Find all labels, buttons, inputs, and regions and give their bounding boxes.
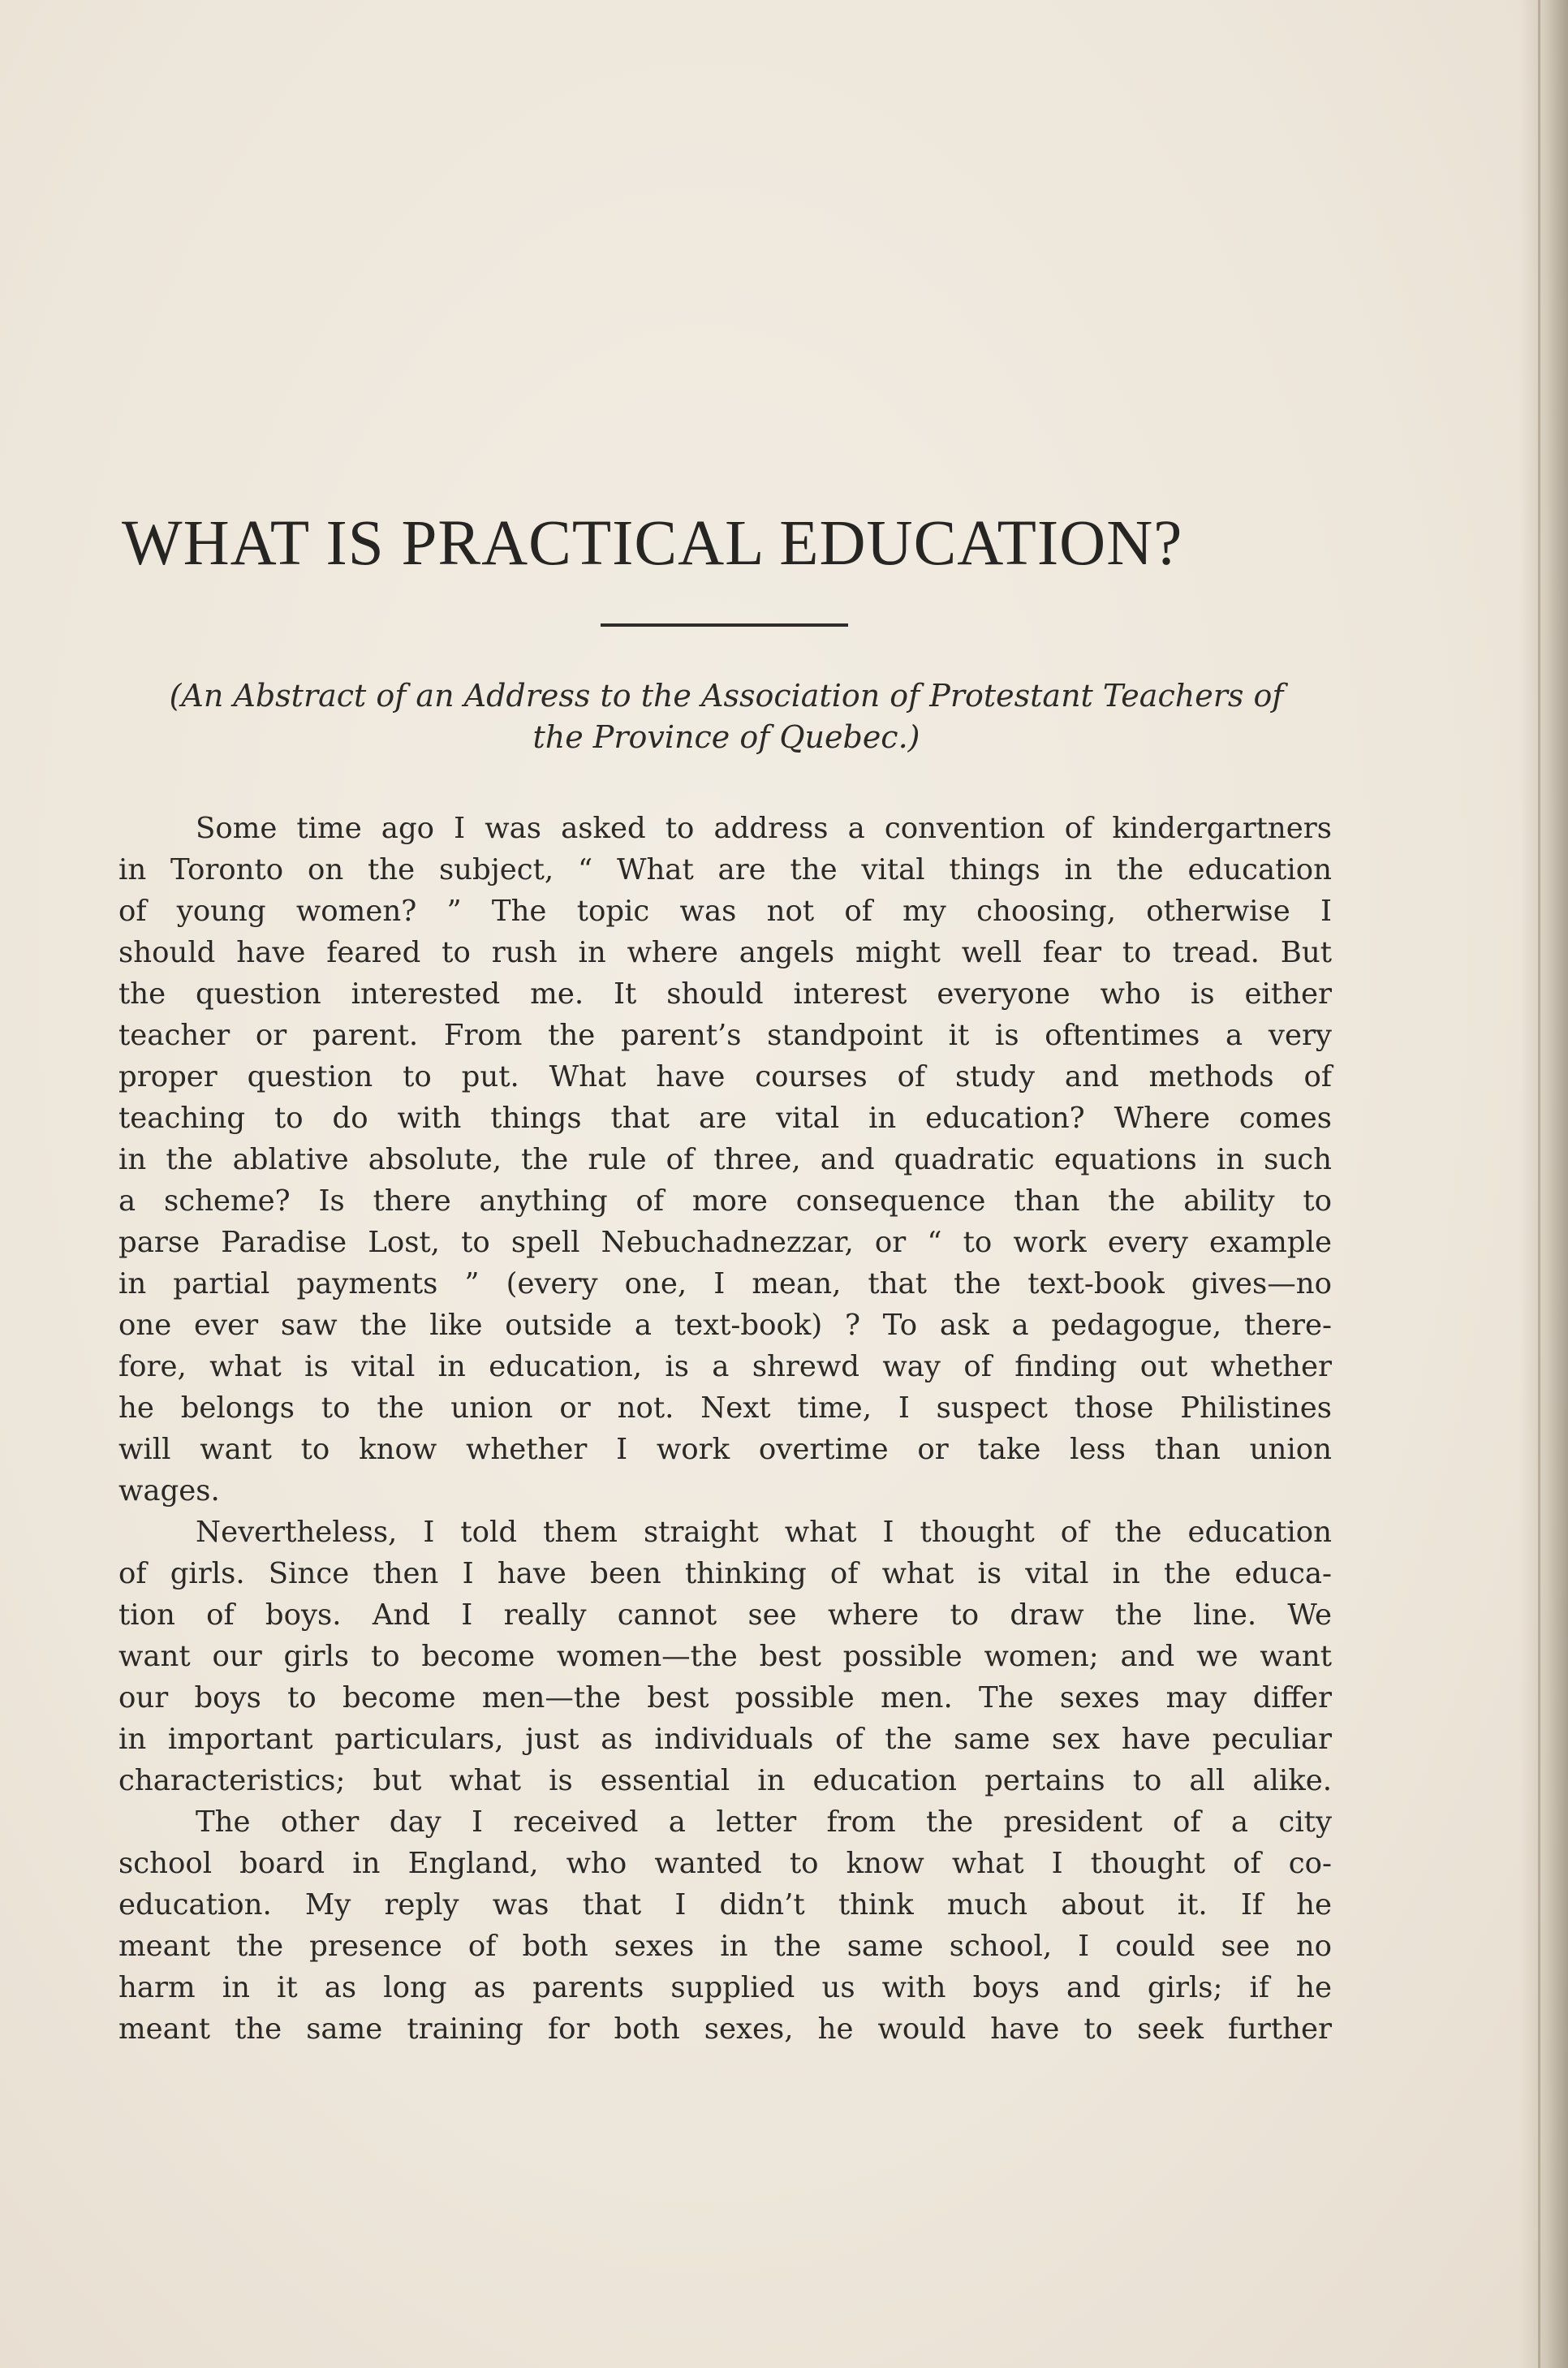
- text-line: teaching to do with things that are vital in education? Where comes: [118, 1102, 1332, 1135]
- paragraph: [118, 1512, 1332, 1801]
- text-line: school board in England, who wanted to know what I thought of co-: [118, 1847, 1332, 1880]
- text-line: meant the same training for both sexes, he would have to seek further: [118, 2012, 1332, 2046]
- text-line: the question interested me. It should interest everyone who is either: [118, 977, 1332, 1011]
- text-line: teacher or parent. From the parent’s standpoint it is oftentimes a very: [118, 1019, 1332, 1052]
- text-line: want our girls to become women—the best possible women; and we want: [118, 1640, 1332, 1673]
- text-line: fore, what is vital in education, is a shrewd way of finding out whether: [118, 1350, 1332, 1383]
- text-line: tion of boys. And I really cannot see where to draw the line. We: [118, 1598, 1332, 1632]
- text-line: Nevertheless, I told them straight what I thought of the education: [196, 1516, 1332, 1549]
- text-line: harm in it as long as parents supplied us with boys and girls; if he: [118, 1971, 1332, 2004]
- text-line: education. My reply was that I didn’t think much about it. If he: [118, 1888, 1332, 1922]
- text-line: he belongs to the union or not. Next time, I suspect those Philistines: [118, 1391, 1332, 1425]
- text-line: wages.: [118, 1474, 220, 1507]
- subtitle-line: (An Abstract of an Address to the Association of Protestant Teachers of: [169, 678, 1284, 714]
- page-edge-shadow: [1519, 0, 1568, 2368]
- subtitle-line: the Province of Quebec.): [532, 719, 920, 755]
- text-line: in Toronto on the subject, “ What are the vital things in the education: [118, 853, 1332, 886]
- text-line: of young women? ” The topic was not of my choosing, otherwise I: [118, 895, 1332, 928]
- title-rule: [601, 623, 848, 627]
- text-line: should have feared to rush in where angels might well fear to tread. But: [118, 936, 1332, 969]
- text-line: parse Paradise Lost, to spell Nebuchadnezzar, or “ to work every example: [118, 1226, 1332, 1259]
- text-line: will want to know whether I work overtime or take less than union: [118, 1433, 1332, 1466]
- paragraph: [118, 1801, 1332, 2050]
- text-line: in important particulars, just as individuals of the same sex have peculiar: [118, 1723, 1332, 1756]
- text-line: a scheme? Is there anything of more consequence than the ability to: [118, 1184, 1332, 1218]
- text-line: of girls. Since then I have been thinking of what is vital in the educa-: [118, 1557, 1332, 1590]
- subtitle: [122, 675, 1331, 758]
- paragraph: [118, 808, 1332, 1512]
- text-line: Some time ago I was asked to address a convention of kindergartners: [196, 812, 1332, 845]
- page-title: WHAT IS PRACTICAL EDUCATION?: [122, 508, 1183, 579]
- text-line: characteristics; but what is essential in education pertains to all alike.: [118, 1764, 1332, 1797]
- page-edge-line: [1538, 0, 1540, 2368]
- text-line: The other day I received a letter from the president of a city: [196, 1805, 1332, 1839]
- text-line: proper question to put. What have courses of study and methods of: [118, 1060, 1332, 1093]
- text-line: in partial payments ” (every one, I mean, that the text-book gives—no: [118, 1267, 1332, 1300]
- text-line: meant the presence of both sexes in the same school, I could see no: [118, 1930, 1332, 1963]
- text-line: our boys to become men—the best possible men. The sexes may differ: [118, 1681, 1332, 1715]
- body-text: [118, 808, 1332, 2050]
- text-line: one ever saw the like outside a text-book) ? To ask a pedagogue, there-: [118, 1309, 1332, 1342]
- text-line: in the ablative absolute, the rule of three, and quadratic equations in such: [118, 1143, 1332, 1176]
